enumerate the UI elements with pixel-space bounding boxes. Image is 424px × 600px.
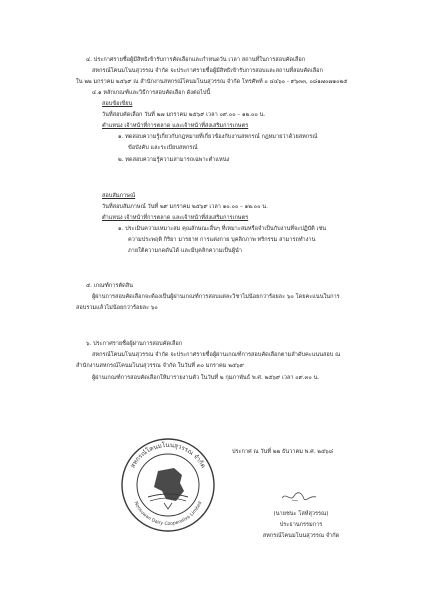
written-date: วันที่สอบคัดเลือก วันที่ ๒๗ มกราคม ๒๕๖๙ เวลา ๐๙.๐๐ – ๑๒.๐๐ น. [102,112,266,118]
written-position: ตำแหน่ง เจ้าหน้าที่การตลาด และเจ้าหน้าที่ส่งเสริมการเกษตร [102,123,249,129]
announce-date: ประกาศ ณ วันที่ ๒๒ ธันวาคม พ.ศ. ๒๕๖๘ [232,449,334,455]
written-item1b: ข้อบังคับ และระเบียบสหกรณ์ [128,145,198,151]
section6-heading: ๖. ประกาศรายชื่อผู้ผ่านการสอบคัดเลือก [86,341,183,347]
section6-line1: สหกรณ์โคนมโนนสุวรรณ จำกัด จะประกาศรายชื่อผู้ผ่านเกณฑ์การสอบคัดเลือกตามลำดับคะแนนสอบ ณ [92,352,341,358]
section5-line2: สอบรวมแล้วไม่น้อยกว่าร้อยละ ๖๐ [76,305,158,311]
interview-item1c: ภายใต้ความกดดันได้ และมีบุคลิกความเป็นผู้นำ [128,248,242,254]
signer-org: สหกรณ์โคนมโนนสุวรรณ จำกัด [262,533,340,539]
interview-date: วันที่สอบสัมภาษณ์ วันที่ ๒๙ มกราคม ๒๕๖๙ เวลา ๑๐.๐๐ – ๑๒.๐๐ น. [102,204,268,210]
interview-position: ตำแหน่ง เจ้าหน้าที่การตลาด และเจ้าหน้าที่ส่งเสริมการเกษตร [102,215,249,221]
section4-heading: ๔. ประกาศรายชื่อผู้มีสิทธิเข้ารับการคัดเลือกและกำหนดวัน เวลา สถานที่ในการสอบคัดเลือก [86,57,306,63]
svg-text:สหกรณ์โคนมโนนสุวรรณ จำกัด: สหกรณ์โคนมโนนสุวรรณ จำกัด [129,441,207,470]
interview-item1a: ๑. ประเมินความเหมาะสม คุณลักษณะอื่นๆ ที่เหมาะสมหรือจำเป็นกับงานที่จะปฏิบัติ เช่น [118,226,327,232]
cooperative-seal-stamp [118,435,218,535]
svg-text:Nonsuwan Dairy Cooperative Lim: Nonsuwan Dairy Cooperative Limited [132,501,204,528]
section4-line1: สหกรณ์โคนมโนนสุวรรณ จำกัด จะประกาศรายชื่อผู้มีสิทธิเข้ารับการสอบและสถานที่สอบคัดเลือก [92,68,323,74]
section5-line1: ผู้ผ่านการสอบคัดเลือกจะต้องเป็นผู้ผ่านเกณฑ์การสอบแต่ละวิชาไม่น้อยกว่าร้อยละ ๖๐ โดยคะแนนในการ [92,294,340,300]
interview-item1b: ความประพฤติ กิริยา มารยาท การแต่งกาย บุคลิกภาพ ทริกรรม สามารถทำงาน [128,237,316,243]
written-item2: ๒. ทดสอบความรู้ความสามารถเฉพาะตำแหน่ง [118,157,230,163]
signer-name: (นายชนะ โล่ห์สุวรรณ) [273,511,329,517]
section4-line3: ๔.๑ หลักเกณฑ์และวิธีการสอบคัดเลือก ดังต่อไปนี้ [92,90,211,96]
written-item1a: ๑. ทดสอบความรู้เกี่ยวกับกฎหมายที่เกี่ยวข้องกับงานสหกรณ์ กฎหมายว่าด้วยสหกรณ์ [118,134,318,140]
interview-title: สอบสัมภาษณ์ [102,193,136,199]
section6-line2: สำนักงานสหกรณ์โคนมโนนสุวรรณ จำกัด ในวันที่ ๓๐ มกราคม ๒๕๖๙ [76,363,244,369]
section6-line3: ผู้ผ่านเกณฑ์การสอบคัดเลือกให้มารายงานตัว ในวันที่ ๒ กุมภาพันธ์ พ.ศ. ๒๕๖๙ เวลา ๐๙.๓๐ น. [92,375,320,381]
section4-line2: ใน ๒๒ มกราคม ๒๕๖๙ ณ สำนักงานสหกรณ์โคนมโนนสุวรรณ จำกัด โทรศัพท์ ๐ ๔๔๖๐ - ๙๖๓๓, ๐๘๑๗๐๗๑๐๒๕ [76,79,348,85]
written-title: สอบข้อเขียน [102,101,133,107]
signer-title: ประธานกรรมการ [279,522,323,528]
section5-heading: ๕. เกณฑ์การตัดสิน [86,283,133,289]
signature-scribble [278,490,322,504]
